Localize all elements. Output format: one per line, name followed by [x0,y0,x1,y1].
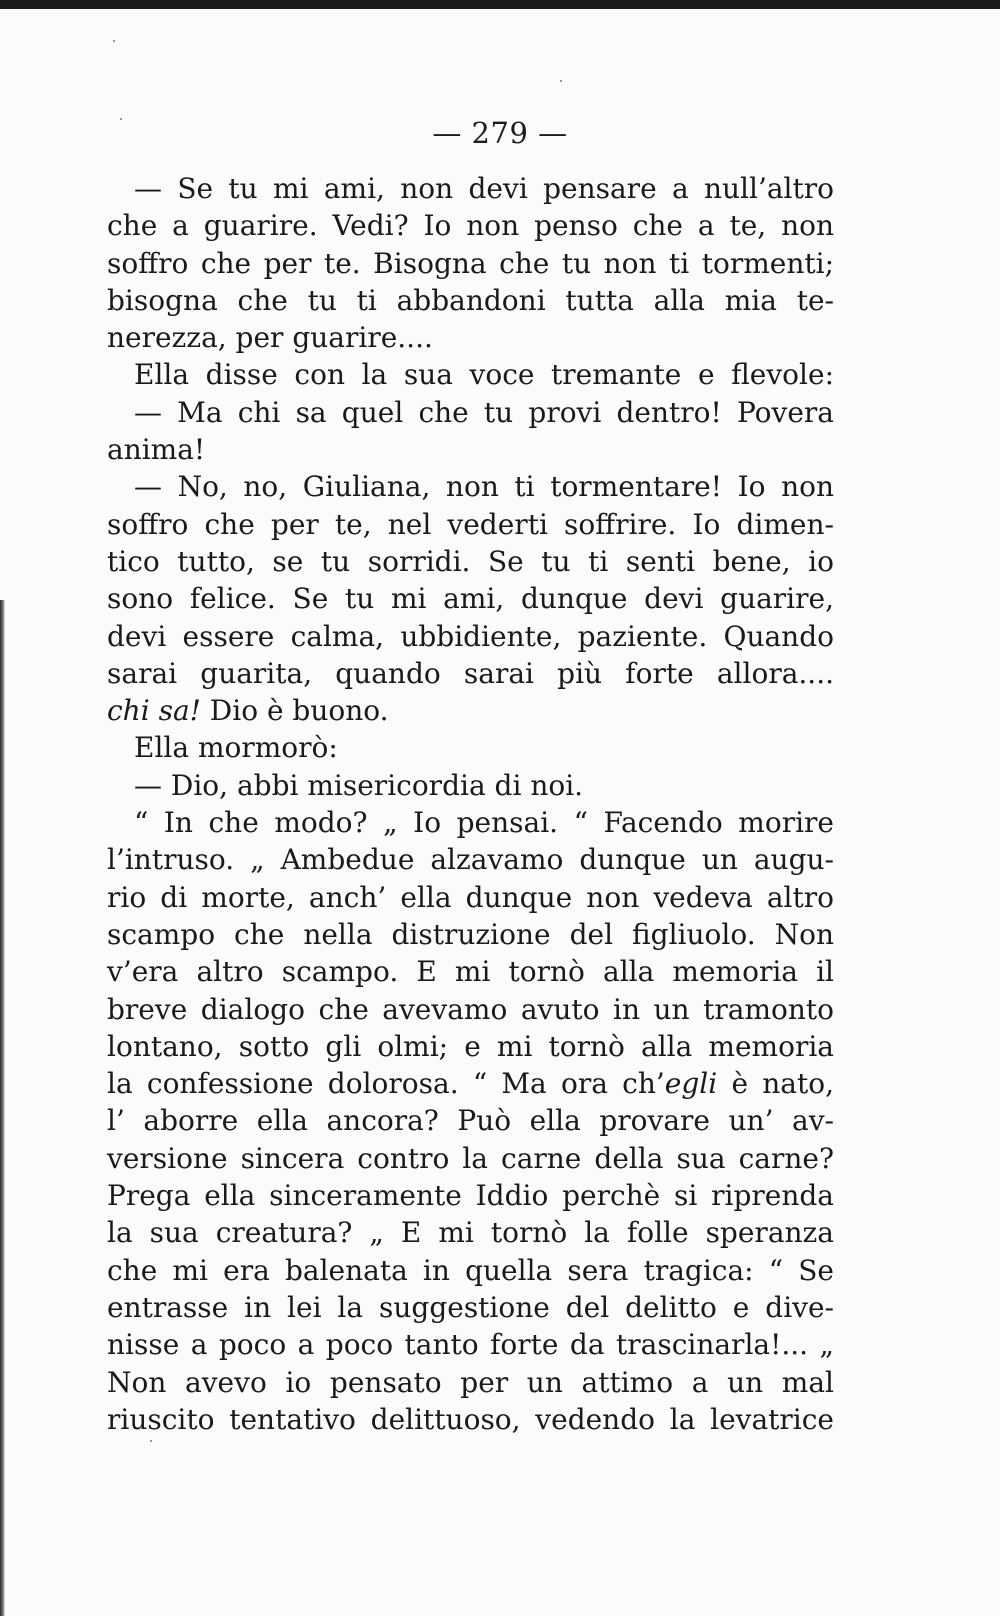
text-line [107,692,834,729]
text-line: — No, no, Giuliana, non ti tormentare! Io non [134,470,834,504]
text-fragment: Dio è buono. [209,694,389,728]
italic-phrase: chi sa! [107,694,201,728]
text-line: tico tutto, se tu sorridi. Se tu ti senti bene, io [107,544,834,578]
text-line: v’era altro scampo. E mi tornò alla memoria il [107,955,834,989]
paper-speck [150,1440,152,1442]
page-left-edge [0,600,5,1616]
text-line: entrasse in lei la suggestione del delitto e dive- [107,1290,834,1324]
text-line: l’intruso. „ Ambedue alzavamo dunque un augu- [107,843,834,877]
text-line: Prega ella sinceramente Iddio perchè si riprenda [107,1179,834,1213]
paper-speck [113,40,115,42]
text-line: Ella mormorò: [134,731,338,765]
body-text [107,170,834,1438]
paper-speck [560,80,562,82]
text-line: lontano, sotto gli olmi; e mi tornò alla memoria [107,1029,834,1063]
text-line: Ella disse con la sua voce tremante e flevole: [134,358,834,392]
text-line: nerezza, per guarire.... [107,321,433,355]
text-fragment: è nato, [717,1067,834,1101]
text-line: nisse a poco a poco tanto forte da trascinarla!... „ [107,1328,834,1362]
text-line: la sua creatura? „ E mi tornò la folle speranza [107,1216,834,1250]
italic-word: egli [664,1067,718,1101]
text-line [107,1065,834,1102]
text-line: sono felice. Se tu mi ami, dunque devi guarire, [107,582,834,616]
text-fragment: la confessione dolorosa. “ Ma ora ch’ [107,1067,665,1101]
text-line: “ In che modo? „ Io pensai. “ Facendo morire [134,806,834,840]
page-top-edge [0,0,1000,9]
text-line: l’ aborre ella ancora? Può ella provare un’ av- [107,1104,834,1138]
text-line: — Ma chi sa quel che tu provi dentro! Povera [134,395,834,429]
text-line: soffro che per te. Bisogna che tu non ti tormenti; [107,246,834,280]
text-line: rio di morte, anch’ ella dunque non vedeva altro [107,880,834,914]
text-line: bisogna che tu ti abbandoni tutta alla mia te- [107,283,834,317]
text-line: breve dialogo che avevamo avuto in un tramonto [107,992,834,1026]
text-line: anima! [107,433,206,467]
page-number: — 279 — [432,116,568,150]
text-line: soffro che per te, nel vederti soffrire. Io dimen- [107,507,834,541]
text-line: Non avevo io pensato per un attimo a un mal [107,1365,834,1399]
text-line: che mi era balenata in quella sera tragica: “ Se [107,1253,834,1287]
text-line: scampo che nella distruzione del figliuolo. Non [107,917,834,951]
text-line: che a guarire. Vedi? Io non penso che a te, non [107,209,834,243]
text-line: riuscito tentativo delittuoso, vedendo la levatrice [107,1402,834,1436]
text-line: — Dio, abbi misericordia di noi. [134,768,584,802]
text-line: — Se tu mi ami, non devi pensare a null’altro [134,172,834,205]
text-line: devi essere calma, ubbidiente, paziente. Quando [107,619,834,653]
text-line: sarai guarita, quando sarai più forte allora.... [107,656,834,690]
text-line: versione sincera contro la carne della sua carne? [107,1141,834,1175]
